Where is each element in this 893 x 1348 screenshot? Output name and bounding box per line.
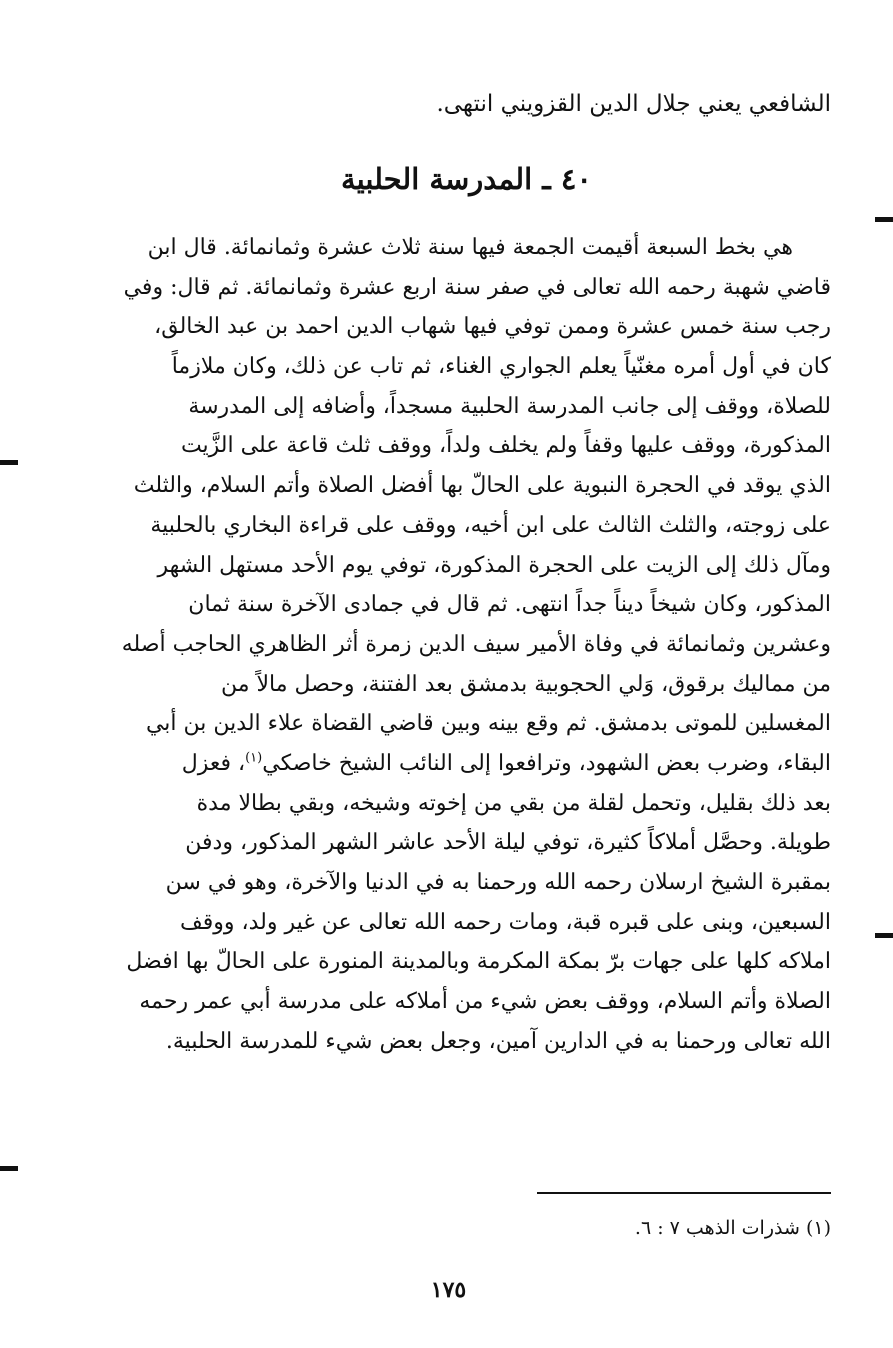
body-line: الله تعالى ورحمنا به في الدارين آمين، وجعل بعض شيء للمدرسة الحلبية. [165,1028,831,1054]
footnote-divider [537,1192,831,1194]
body-line: للصلاة، ووقف إلى جانب المدرسة الحلبية مسجداً، وأضافه إلى المدرسة [188,393,831,419]
body-line: على زوجته، والثلث الثالث على ابن أخيه، ووقف على قراءة البخاري بالحلبية [150,512,831,538]
body-line: املاكه كلها على جهات برّ بمكة المكرمة وبالمدينة المنورة على الحالّ بها افضل [126,949,831,975]
body-line: وعشرين وثمانمائة في وفاة الأمير سيف الدين زمرة أثر الظاهري الحاجب أصله [121,631,831,657]
intro-line: الشافعي يعني جلال الدين القزويني انتهى. [436,91,831,117]
scan-edge-mark [875,217,893,222]
body-line: الصلاة وأتم السلام، ووقف بعض شيء من أملاكه على مدرسة أبي عمر رحمه [139,989,831,1015]
body-line: من مماليك برقوق، وَلي الحجوبية بدمشق بعد الفتنة، وحصل مالاً من [220,671,831,697]
body-line: ومآل ذلك إلى الزيت على الحجرة المذكورة، توفي يوم الأحد مستهل الشهر [157,552,831,578]
scan-edge-mark [0,460,18,465]
body-line: المذكورة، ووقف عليها وقفاً ولم يخلف ولداً، ووقف ثلث قاعة على الزَّيت [180,433,831,459]
body-line: رجب سنة خمس عشرة وممن توفي فيها شهاب الدين احمد بن عبد الخالق، [154,314,831,340]
body-line: هي بخط السبعة أقيمت الجمعة فيها سنة ثلاث عشرة وثمانمائة. قال ابن [147,235,793,260]
body-line: الذي يوقد في الحجرة النبوية على الحالّ بها أفضل الصلاة وأتم السلام، والثلث [133,473,831,499]
footnote: (١) شذرات الذهب ٧ : ٦. [634,1217,831,1239]
body-line: طويلة. وحصَّل أملاكاً كثيرة، توفي ليلة الأحد عاشر الشهر المذكور، ودفن [185,830,831,856]
body-line: المغسلين للموتى بدمشق. ثم وقع بينه وبين قاضي القضاة علاء الدين بن أبي [145,711,831,737]
body-line-with-footnote [62,744,831,784]
page-number: ١٧٥ [430,1277,467,1303]
scan-edge-mark [0,1166,18,1171]
body-line: بمقبرة الشيخ ارسلان رحمه الله ورحمنا به في الدنيا والآخرة، وهو في سن [165,870,831,895]
scan-edge-mark [875,933,893,938]
body-line: السبعين، وبنى على قبره قبة، ومات رحمه الله تعالى عن غير ولد، ووقف [179,909,831,935]
section-title: ٤٠ ـ المدرسة الحلبية [341,162,592,196]
footnote-reference[interactable]: (١) [245,750,263,766]
body-line: المذكور، وكان شيخاً ديناً جداً انتهى. ثم قال في جمادى الآخرة سنة ثمان [188,592,831,618]
body-line-text: البقاء، وضرب بعض الشهود، وترافعوا إلى النائب الشيخ خاصكي [262,750,831,776]
body-line: قاضي شهبة رحمه الله تعالى في صفر سنة اربع عشرة وثمانمائة. ثم قال: وفي [123,274,831,300]
body-line: بعد ذلك بقليل، وتحمل لقلة من بقي من إخوته وشيخه، وبقي بطالا مدة [196,790,831,816]
body-line-tail: ، فعزل [181,750,246,776]
body-line: كان في أول أمره مغنّياً يعلم الجواري الغناء، ثم تاب عن ذلك، وكان ملازماً [171,354,831,380]
body-text [62,228,831,1061]
